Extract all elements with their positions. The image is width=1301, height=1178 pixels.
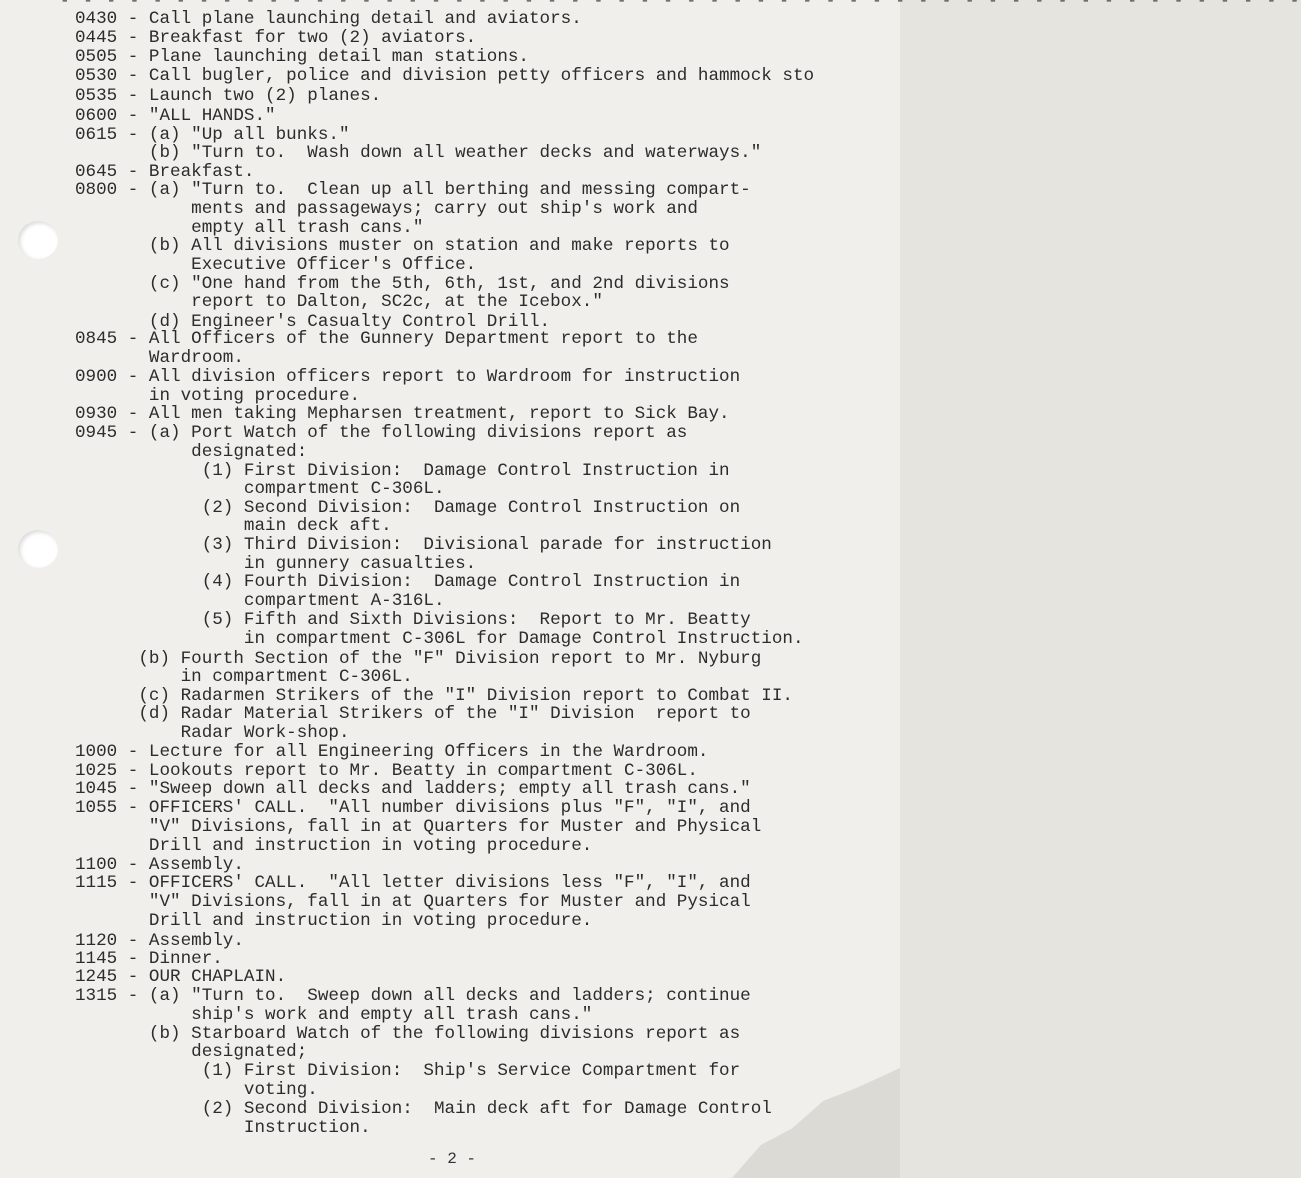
schedule-line: 0900 - All division officers report to Wardroom for instruction (75, 367, 741, 387)
schedule-line: 1115 - OFFICERS' CALL. "All letter divisions less "F", "I", and (75, 873, 751, 893)
schedule-line: in voting procedure. (75, 386, 361, 406)
schedule-line: 1000 - Lecture for all Engineering Officers in the Wardroom. (75, 742, 709, 762)
schedule-line: 1055 - OFFICERS' CALL. "All number divisions plus "F", "I", and (75, 798, 751, 818)
schedule-line: 0645 - Breakfast. (75, 162, 255, 182)
schedule-line: 0930 - All men taking Mepharsen treatment, report to Sick Bay. (75, 404, 730, 424)
schedule-line: Drill and instruction in voting procedure. (75, 911, 593, 931)
schedule-line: 1315 - (a) "Turn to. Sweep down all decks and ladders; continue (75, 986, 751, 1006)
punch-hole-lower (18, 530, 58, 568)
schedule-line: 1100 - Assembly. (75, 855, 244, 875)
schedule-line: (3) Third Division: Divisional parade for instruction (75, 535, 772, 555)
torn-corner (660, 1068, 900, 1178)
schedule-line: ship's work and empty all trash cans." (75, 1005, 593, 1025)
schedule-line: compartment A-316L. (75, 591, 445, 611)
punch-hole-upper (18, 221, 58, 259)
schedule-line: (4) Fourth Division: Damage Control Instruction in (75, 572, 741, 592)
schedule-line: (d) Radar Material Strikers of the "I" Division report to (75, 704, 751, 724)
schedule-line: main deck aft. (75, 516, 392, 536)
schedule-line: "V" Divisions, fall in at Quarters for Muster and Pysical (75, 892, 751, 912)
schedule-line: empty all trash cans." (75, 218, 424, 238)
schedule-line: 0945 - (a) Port Watch of the following divisions report as (75, 423, 688, 443)
schedule-line: (2) Second Division: Damage Control Instruction on (75, 498, 741, 518)
schedule-line: 0600 - "ALL HANDS." (75, 106, 276, 126)
schedule-line: 0445 - Breakfast for two (2) aviators. (75, 28, 477, 48)
schedule-line: 1120 - Assembly. (75, 931, 244, 951)
schedule-line: Radar Work-shop. (75, 723, 350, 743)
schedule-line: (d) Engineer's Casualty Control Drill. (75, 312, 551, 332)
schedule-line: Drill and instruction in voting procedure. (75, 836, 593, 856)
schedule-line: 1045 - "Sweep down all decks and ladders; empty all trash cans." (75, 779, 751, 799)
schedule-line: ments and passageways; carry out ship's work and (75, 199, 698, 219)
schedule-line: (1) First Division: Ship's Service Compartment for (75, 1061, 741, 1081)
schedule-line: Executive Officer's Office. (75, 255, 477, 275)
schedule-line: 1025 - Lookouts report to Mr. Beatty in compartment C-306L. (75, 761, 698, 781)
schedule-line: (b) All divisions muster on station and make reports to (75, 236, 730, 256)
schedule-line: designated; (75, 1042, 308, 1062)
schedule-line: designated: (75, 442, 308, 462)
schedule-line: 0505 - Plane launching detail man stations. (75, 47, 529, 67)
schedule-line: (b) Starboard Watch of the following divisions report as (75, 1024, 741, 1044)
schedule-line: (c) Radarmen Strikers of the "I" Division report to Combat II. (75, 686, 793, 706)
schedule-line: 0530 - Call bugler, police and division petty officers and hammock sto (75, 66, 815, 86)
schedule-line: Wardroom. (75, 348, 244, 368)
schedule-line: voting. (75, 1080, 318, 1100)
schedule-line: 1145 - Dinner. (75, 949, 223, 969)
schedule-line: (b) "Turn to. Wash down all weather decks and waterways." (75, 143, 762, 163)
schedule-line: 0615 - (a) "Up all bunks." (75, 125, 350, 145)
schedule-line: (5) Fifth and Sixth Divisions: Report to Mr. Beatty (75, 610, 751, 630)
schedule-line: "V" Divisions, fall in at Quarters for Muster and Physical (75, 817, 762, 837)
schedule-line: (c) "One hand from the 5th, 6th, 1st, and 2nd divisions (75, 274, 730, 294)
schedule-line: 0535 - Launch two (2) planes. (75, 86, 382, 106)
top-dashed-rule: - - - - - - - - - - - - - - - - - - - - - - - - - - - - - - - - - - - - - - - - - - - - - - - - - - - - - - (60, 0, 1301, 10)
schedule-line: 0845 - All Officers of the Gunnery Department report to the (75, 329, 698, 349)
schedule-line: (1) First Division: Damage Control Instruction in (75, 461, 730, 481)
schedule-line: compartment C-306L. (75, 479, 445, 499)
schedule-line: in gunnery casualties. (75, 554, 477, 574)
schedule-line: report to Dalton, SC2c, at the Icebox." (75, 292, 603, 312)
schedule-line: (b) Fourth Section of the "F" Division report to Mr. Nyburg (75, 649, 762, 669)
page-number: - 2 - (428, 1150, 477, 1168)
schedule-line: 0800 - (a) "Turn to. Clean up all berthing and messing compart- (75, 180, 751, 200)
schedule-line: (2) Second Division: Main deck aft for Damage Control (75, 1099, 772, 1119)
schedule-line: in compartment C-306L. (75, 667, 413, 687)
schedule-line: Instruction. (75, 1118, 371, 1138)
schedule-line: 0430 - Call plane launching detail and aviators. (75, 9, 582, 29)
schedule-line: in compartment C-306L for Damage Control Instruction. (75, 629, 804, 649)
schedule-line: 1245 - OUR CHAPLAIN. (75, 967, 287, 987)
